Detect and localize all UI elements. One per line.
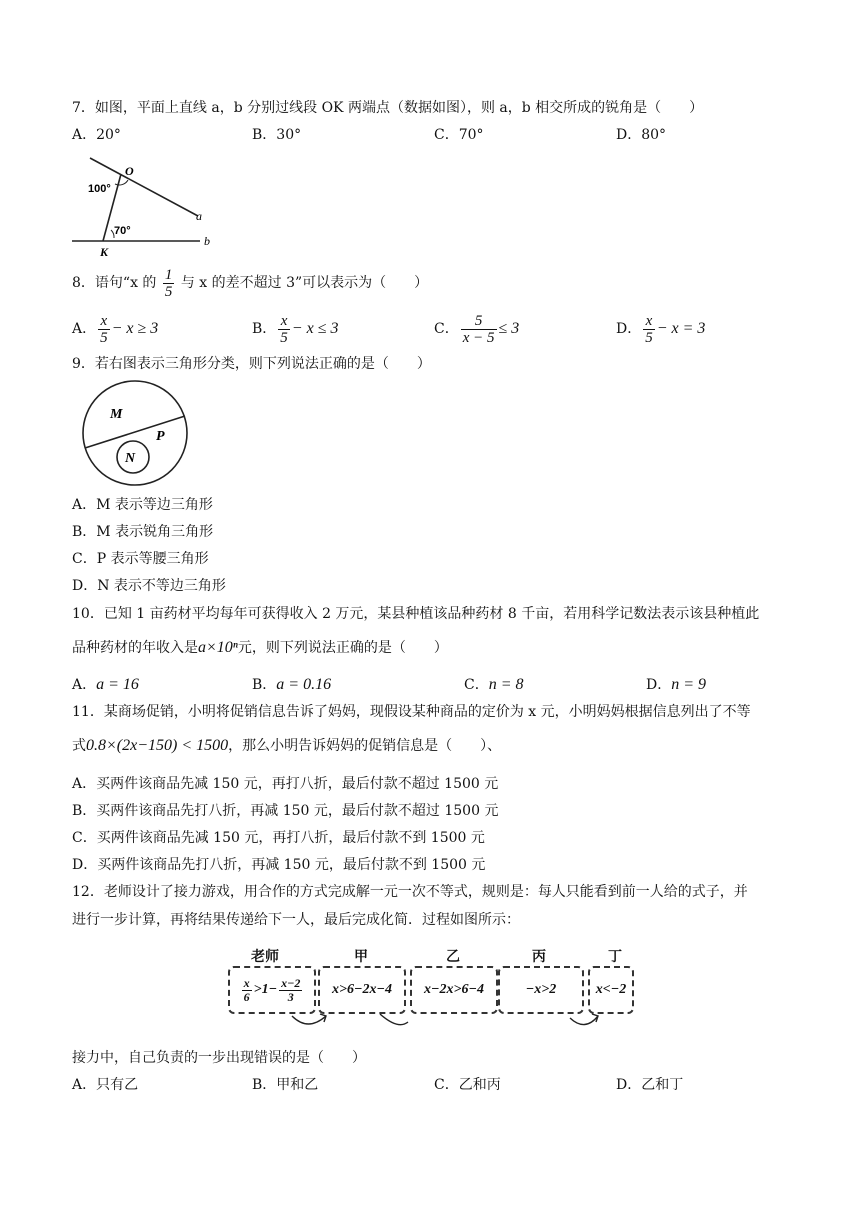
relay-box-bing: −x>2	[498, 966, 584, 1014]
q7-label-b: b	[204, 234, 210, 248]
arrow-icon	[292, 1016, 326, 1024]
q8-fraction: $\frac{1}{5}$	[164, 266, 173, 300]
q8-option-a: A． $\frac{x}{5}$ − x ≥ 3	[72, 312, 159, 346]
q11-option-b: B．买两件该商品先打八折，再减 150 元，最后付款不超过 1500 元	[72, 803, 499, 819]
q9-option-b: B．M 表示锐角三角形	[72, 524, 214, 540]
role-ding: 丁	[608, 949, 622, 965]
relay-arrows	[280, 1008, 640, 1034]
q9-label-m: M	[110, 407, 123, 422]
q8-stem-a: 8．语句“x 的	[72, 275, 157, 291]
q12-option-b: B．甲和乙	[252, 1077, 319, 1093]
q11-option-a: A．买两件该商品先减 150 元，再打八折，最后付款不超过 1500 元	[72, 776, 499, 792]
q8-option-d: D． $\frac{x}{5}$ − x = 3	[616, 312, 706, 346]
q9-label-n: N	[125, 451, 136, 466]
q12-option-d: D．乙和丁	[616, 1077, 684, 1093]
role-yi: 乙	[446, 949, 460, 965]
relay-box-jia: x>6−2x−4	[318, 966, 406, 1014]
q9-stem: 9．若右图表示三角形分类，则下列说法正确的是（ ）	[72, 356, 431, 372]
q8-option-c: C． $\frac{5}{x - 5}$ ≤ 3	[434, 312, 520, 346]
role-jia: 甲	[354, 949, 368, 965]
relay-box-teacher: $\frac{x}{6}$ >1− $\frac{x-2}{3}$	[228, 966, 316, 1014]
q10-line1: 10．已知 1 亩药材平均每年可获得收入 2 万元，某县种植该品种药材 8 千亩，若用科学记数法表示该县种植此	[72, 606, 760, 622]
q8-stem-b: 与 x 的差不超过 3”可以表示为（ ）	[180, 275, 429, 291]
q9-option-d: D．N 表示不等边三角形	[72, 578, 226, 594]
q9-option-c: C．P 表示等腰三角形	[72, 551, 209, 567]
q11-option-d: D．买两件该商品先打八折，再减 150 元，最后付款不到 1500 元	[72, 857, 486, 873]
q10-option-a: A．a = 16	[72, 676, 139, 693]
q10-option-d: D．n = 9	[646, 676, 707, 693]
role-teacher: 老师	[251, 949, 279, 965]
q12-option-a: A．只有乙	[72, 1077, 139, 1093]
arrow-icon	[380, 1014, 408, 1025]
q10-expression: a×10ⁿ	[198, 639, 238, 656]
role-bing: 丙	[532, 949, 546, 965]
q10-line2: 品种药材的年收入是a×10ⁿ元，则下列说法正确的是（ ）	[72, 639, 448, 656]
q10-option-b: B．a = 0.16	[252, 676, 332, 693]
q7-option-a: A．20°	[72, 127, 121, 143]
q12-line2: 进行一步计算，再将结果传递给下一人，最后完成化简．过程如图所示：	[72, 912, 520, 928]
q11-line1: 11．某商场促销，小明将促销信息告诉了妈妈，现假设某种商品的定价为 x 元，小明妈妈根据信息列出了不等	[72, 704, 751, 720]
q7-option-c: C．70°	[434, 127, 484, 143]
q8-option-b: B． $\frac{x}{5}$ − x ≤ 3	[252, 312, 339, 346]
q7-angle-100: 100°	[88, 183, 111, 195]
q7-option-b: B．30°	[252, 127, 302, 143]
q12-line1: 12．老师设计了接力游戏，用合作的方式完成解一元一次不等式，规则是：每人只能看到前一人给的式子，并	[72, 884, 748, 900]
q7-label-o: O	[125, 164, 134, 178]
q7-angle-70: 70°	[114, 225, 131, 237]
q7-stem: 7．如图，平面上直线 a，b 分别过线段 OK 两端点（数据如图），则 a，b 相交所成的锐角是（ ）	[72, 100, 704, 116]
q11-line2: 式0.8×(2x−150) < 1500，那么小明告诉妈妈的促销信息是（ ）、	[72, 737, 502, 754]
q9-figure	[72, 378, 198, 488]
q11-option-c: C．买两件该商品先减 150 元，再打八折，最后付款不到 1500 元	[72, 830, 485, 846]
q7-label-k: K	[100, 245, 109, 259]
q7-label-a: a	[196, 209, 202, 223]
q11-inequality: 0.8×(2x−150) < 1500	[86, 737, 229, 754]
q9-option-a: A．M 表示等边三角形	[72, 497, 213, 513]
q10-option-c: C．n = 8	[464, 676, 524, 693]
q7-option-d: D．80°	[616, 127, 667, 143]
relay-box-yi: x−2x>6−4	[410, 966, 498, 1014]
relay-box-ding: x<−2	[588, 966, 634, 1014]
q12-option-c: C．乙和丙	[434, 1077, 501, 1093]
arrow-icon	[570, 1016, 598, 1025]
q7-figure	[70, 150, 220, 260]
q9-label-p: P	[156, 429, 165, 444]
q12-question: 接力中，自己负责的一步出现错误的是（ ）	[72, 1050, 366, 1066]
q8-stem	[72, 266, 428, 300]
